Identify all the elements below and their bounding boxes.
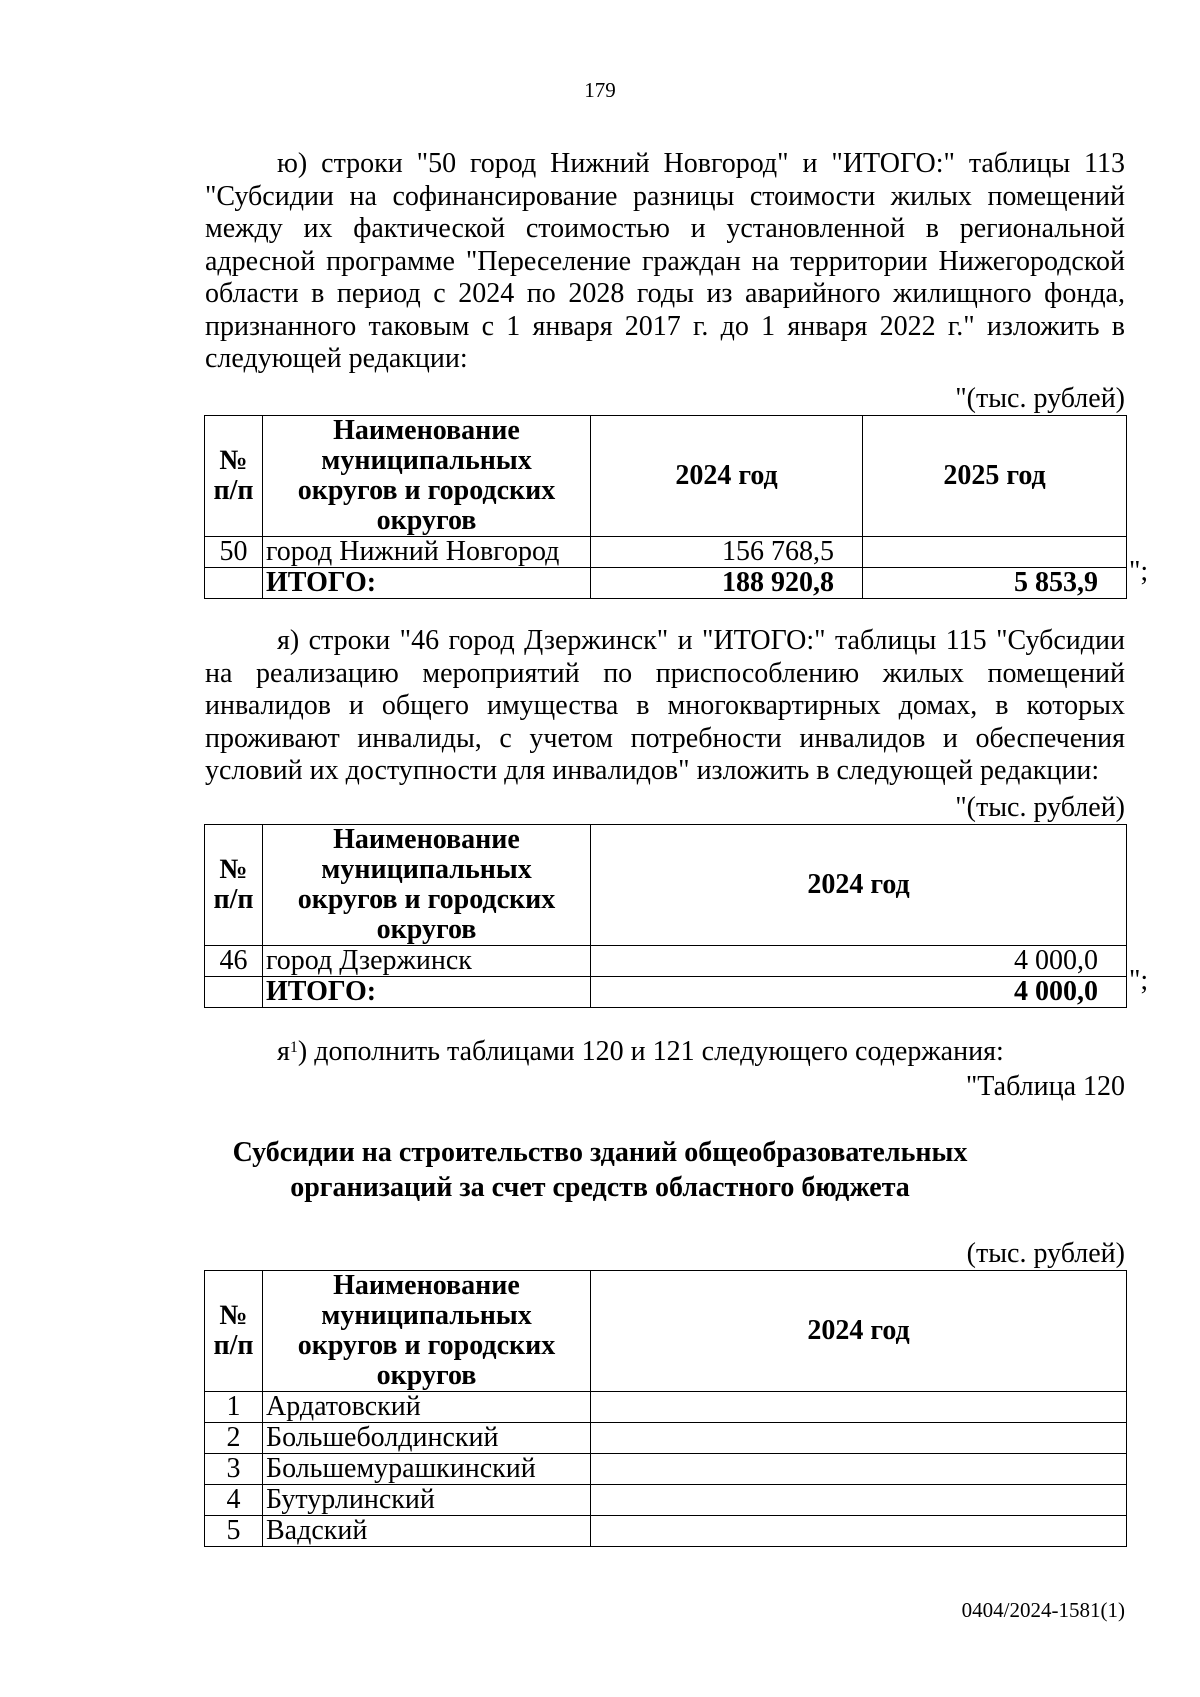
header-2024: 2024 год — [591, 825, 1127, 946]
row-num: 1 — [205, 1392, 263, 1423]
row-value-2024: 156 768,5 — [591, 537, 863, 568]
row-name: Ардатовский — [263, 1392, 591, 1423]
table-row — [205, 537, 1127, 568]
row-name: Вадский — [263, 1516, 591, 1547]
total-value-2024: 4 000,0 — [591, 977, 1127, 1008]
page-number: 179 — [584, 78, 616, 102]
row-value-2024 — [591, 1485, 1127, 1516]
total-value-2024: 188 920,8 — [591, 568, 863, 599]
total-label: ИТОГО: — [263, 568, 591, 599]
row-name: город Нижний Новгород — [263, 537, 591, 568]
row-num: 5 — [205, 1516, 263, 1547]
units-label: "(тыс. рублей) — [955, 792, 1125, 823]
row-num: 50 — [205, 537, 263, 568]
ya1-prefix: я — [277, 1036, 290, 1067]
total-value-2025: 5 853,9 — [863, 568, 1127, 599]
row-value-2024 — [591, 1454, 1127, 1485]
table-row — [205, 1485, 1127, 1516]
table-row — [205, 1392, 1127, 1423]
units-label: "(тыс. рублей) — [955, 383, 1125, 414]
table-113 — [204, 415, 1127, 599]
table-row — [205, 1423, 1127, 1454]
row-num: 46 — [205, 946, 263, 977]
row-num: 4 — [205, 1485, 263, 1516]
row-name: город Дзержинск — [263, 946, 591, 977]
table-label: "Таблица 120 — [965, 1071, 1125, 1102]
table-title-line1: Субсидии на строительство зданий общеобразовательных — [232, 1137, 968, 1168]
total-row — [205, 568, 1127, 599]
row-value-2024: 4 000,0 — [591, 946, 1127, 977]
closing-quote: "; — [1129, 965, 1149, 996]
table-title-line2: организаций за счет средств областного бюджета — [290, 1172, 910, 1203]
ya1-text: ) дополнить таблицами 120 и 121 следующего содержания: — [297, 1036, 1004, 1067]
table-row — [205, 946, 1127, 977]
row-num: 2 — [205, 1423, 263, 1454]
row-name: Бутурлинский — [263, 1485, 591, 1516]
table-row — [205, 1454, 1127, 1485]
paragraph-yu: ю) строки "50 город Нижний Новгород" и "ИТОГО:" таблицы 113 "Субсидии на софинансирование разницы стоимости жилых помещений между их фактической стоимостью и установленной в региональной адресной программе "Переселение граждан на территории Нижегородской области в период с 2024 по 2028 годы из аварийного жилищного фонда, признанного таковым с 1 января 2017 г. до 1 января 2022 г." изложить в следующей редакции: — [205, 148, 1125, 374]
header-num: № п/п — [205, 416, 263, 537]
row-value-2024 — [591, 1516, 1127, 1547]
row-value-2025 — [863, 537, 1127, 568]
header-num: № п/п — [205, 825, 263, 946]
table-115 — [204, 824, 1127, 1008]
paragraph-ya: я) строки "46 город Дзержинск" и "ИТОГО:" таблицы 115 "Субсидии на реализацию мероприятий по приспособлению жилых помещений инвалидов и общего имущества в многоквартирных домах, в которых проживают инвалиды, с учетом потребности инвалидов и обеспечения условий их доступности для инвалидов" изложить в следующей редакции: — [205, 625, 1125, 786]
closing-quote: "; — [1129, 556, 1149, 587]
row-name: Большемурашкинский — [263, 1454, 591, 1485]
document-code: 0404/2024-1581(1) — [961, 1598, 1125, 1622]
header-name: Наименование муниципальных округов и городских округов — [263, 825, 591, 946]
total-label: ИТОГО: — [263, 977, 591, 1008]
row-value-2024 — [591, 1392, 1127, 1423]
header-2024: 2024 год — [591, 1271, 1127, 1392]
header-num: № п/п — [205, 1271, 263, 1392]
header-name: Наименование муниципальных округов и городских округов — [263, 416, 591, 537]
row-num: 3 — [205, 1454, 263, 1485]
row-name: Большеболдинский — [263, 1423, 591, 1454]
units-label: (тыс. рублей) — [966, 1238, 1125, 1269]
header-2024: 2024 год — [591, 416, 863, 537]
header-name: Наименование муниципальных округов и городских округов — [263, 1271, 591, 1392]
total-row — [205, 977, 1127, 1008]
table-120 — [204, 1270, 1127, 1547]
row-value-2024 — [591, 1423, 1127, 1454]
header-2025: 2025 год — [863, 416, 1127, 537]
table-row — [205, 1516, 1127, 1547]
ya1-sup: 1 — [289, 1039, 298, 1056]
paragraph-ya1 — [205, 1036, 1125, 1069]
